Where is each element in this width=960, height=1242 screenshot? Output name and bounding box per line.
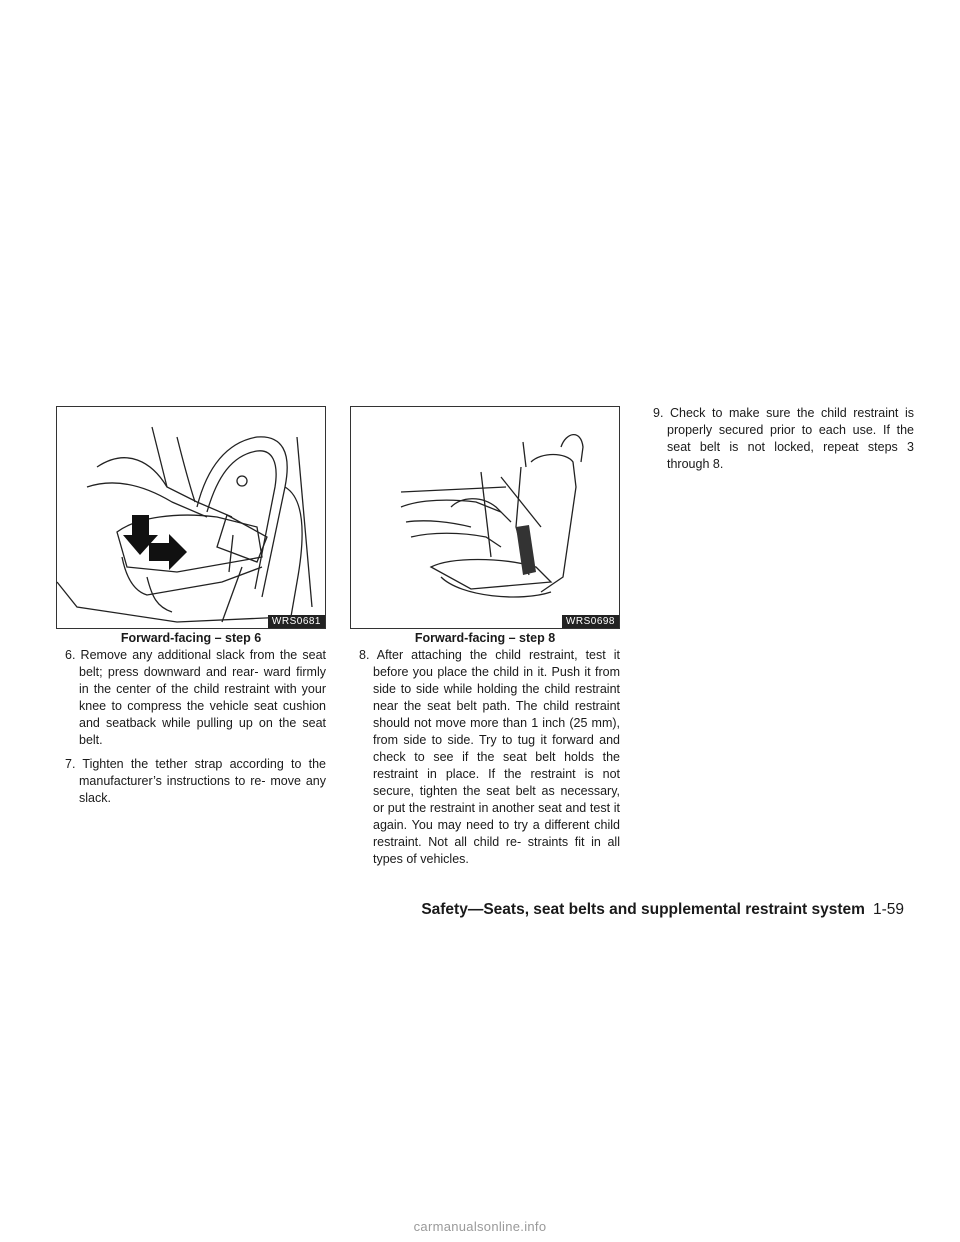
figure-code: WRS0698: [562, 615, 619, 628]
illustration-push-test: [351, 407, 619, 628]
text-column-middle: [350, 647, 620, 875]
figure-caption: Forward-facing – step 6: [120, 631, 262, 645]
page-footer: [421, 900, 904, 920]
watermark: carmanualsonline.info: [413, 1219, 547, 1234]
text-column-right: [644, 405, 914, 480]
illustration-knee-press: [57, 407, 325, 628]
figure-code: WRS0681: [268, 615, 325, 628]
step-7: 7. Tighten the tether strap according to the manufacturer’s instructions to re- move any slack.: [65, 757, 326, 805]
figure-step-8: [350, 406, 620, 629]
figure-step-6: [56, 406, 326, 629]
step-9: 9. Check to make sure the child restraint is properly secured prior to each use. If the seat belt is not locked, repeat steps 3 through 8.: [653, 406, 914, 471]
figure-caption: Forward-facing – step 8: [414, 631, 556, 645]
section-title: Safety—Seats, seat belts and supplemental restraint system: [421, 901, 865, 918]
text-column-left: [56, 647, 326, 814]
step-8: 8. After attaching the child restraint, test it before you place the child in it. Push it from side to side while holding the child restraint near the seat belt path. The child restraint should not move more than 1 inch (25 mm), from side to side. Try to tug it forward and check to see if the seat belt holds the restraint in place. If the restraint is not secure, tighten the seat belt as necessary, or put the restraint in another seat and test it again. You may need to try a different child restraint. Not all child re- straints fit in all types of vehicles.: [359, 648, 620, 866]
step-6: 6. Remove any additional slack from the seat belt; press downward and rear- ward firmly in the center of the child restraint with your knee to compress the vehicle seat cushion and seatback while pulling up on the seat belt.: [65, 648, 326, 747]
page-number: 1-59: [872, 901, 904, 918]
